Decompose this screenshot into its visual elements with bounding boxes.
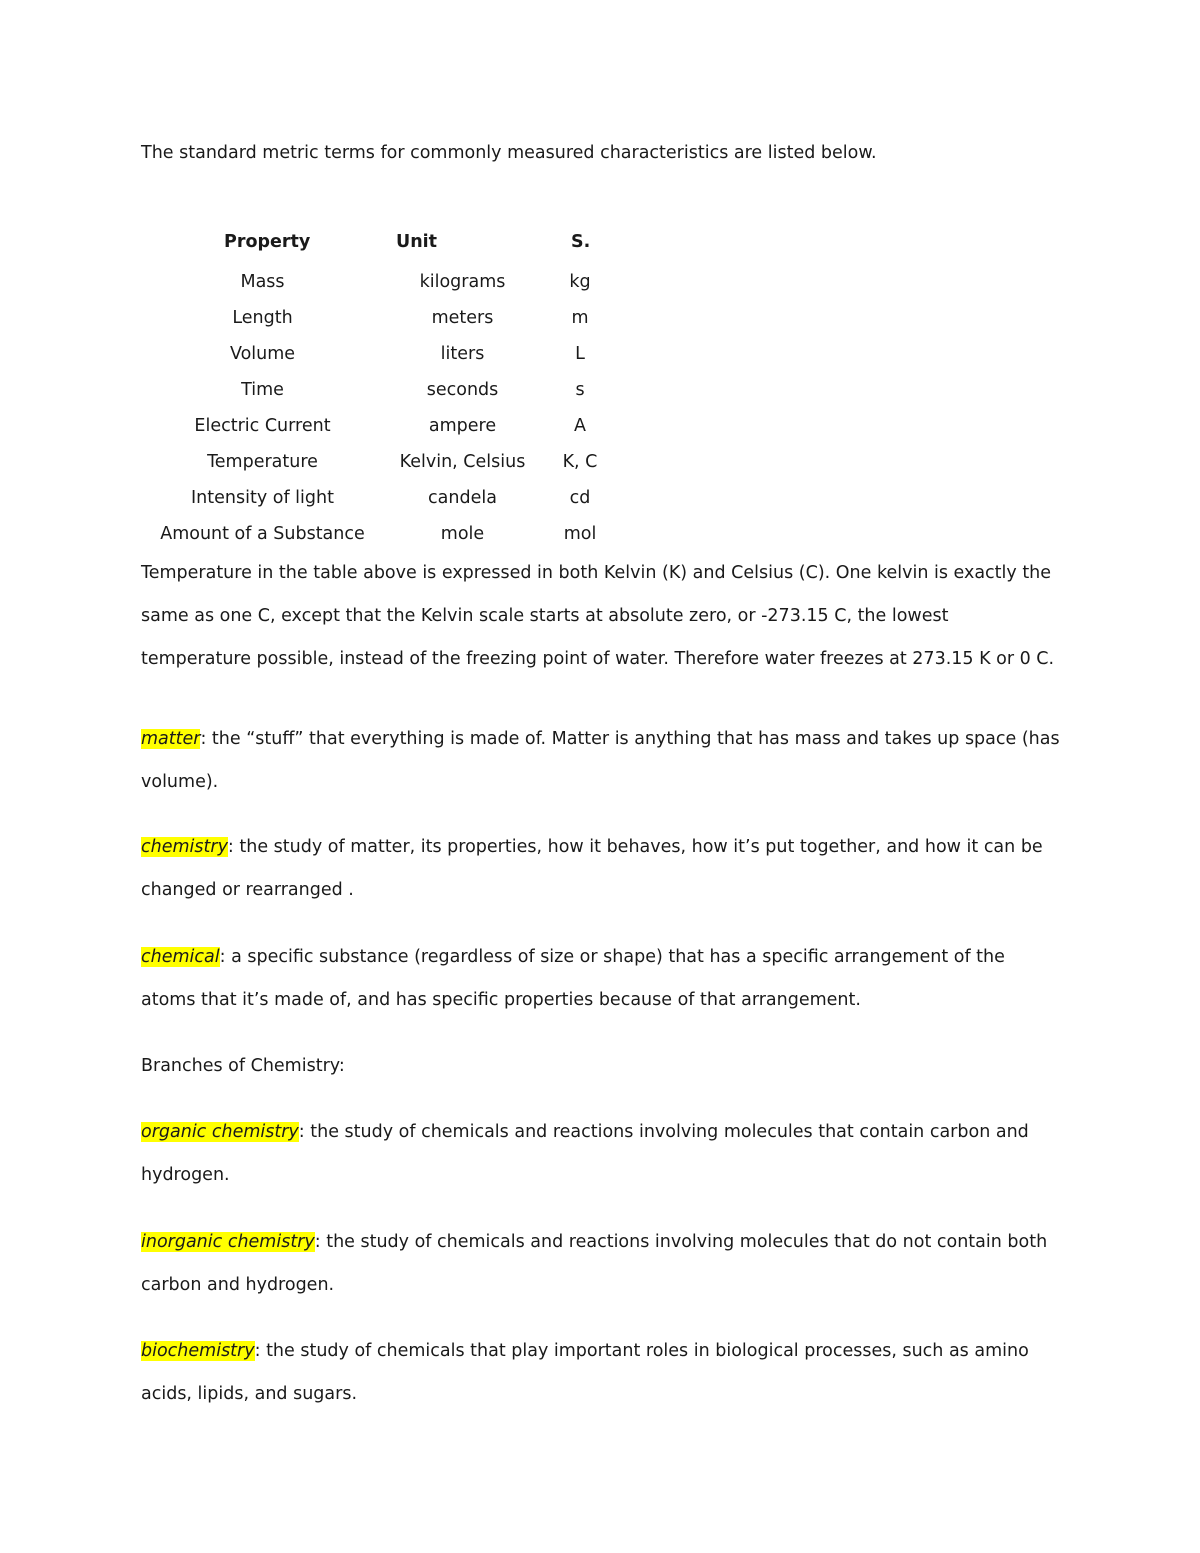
header-property: Property — [224, 232, 311, 252]
intro-paragraph: The standard metric terms for commonly measured characteristics are listed below. — [141, 143, 877, 163]
term-highlight: chemical — [141, 947, 220, 967]
definition-matter — [141, 718, 1061, 804]
definition-text: : the study of chemicals that play important roles in biological processes, such as amino acids, lipids, and sugars. — [141, 1341, 1029, 1404]
cell-unit: meters — [431, 308, 494, 328]
header-symbol: S. — [571, 232, 591, 252]
term-highlight: matter — [141, 729, 201, 749]
metric-units-table — [141, 222, 661, 552]
definition-organic-chemistry — [141, 1111, 1061, 1197]
definition-text: : the “stuff” that everything is made of. Matter is anything that has mass and takes up space (has volume). — [141, 729, 1060, 792]
definition-text: : the study of chemicals and reactions involving molecules that contain carbon and hydrogen. — [141, 1122, 1029, 1185]
cell-unit: Kelvin, Celsius — [399, 452, 526, 472]
table-row — [141, 300, 661, 336]
definition-text: : the study of chemicals and reactions involving molecules that do not contain both carbon and hydrogen. — [141, 1232, 1048, 1295]
header-unit: Unit — [396, 232, 438, 252]
term-highlight: chemistry — [141, 837, 228, 857]
term-highlight: biochemistry — [141, 1341, 255, 1361]
definition-biochemistry — [141, 1330, 1061, 1416]
cell-symbol: L — [575, 344, 585, 364]
table-row — [141, 444, 661, 480]
cell-unit: kilograms — [419, 272, 506, 292]
cell-unit: seconds — [426, 380, 499, 400]
cell-property: Time — [241, 380, 284, 400]
definition-text: : the study of matter, its properties, how it behaves, how it’s put together, and how it can be changed or rearranged . — [141, 837, 1043, 900]
cell-property: Temperature — [207, 452, 318, 472]
definition-chemistry — [141, 826, 1061, 912]
cell-property: Intensity of light — [191, 488, 334, 508]
cell-property: Mass — [240, 272, 285, 292]
table-row — [141, 336, 661, 372]
cell-symbol: K, C — [562, 452, 598, 472]
cell-property: Volume — [229, 344, 296, 364]
definition-inorganic-chemistry — [141, 1221, 1061, 1307]
cell-unit: candela — [428, 488, 497, 508]
table-row — [141, 264, 661, 300]
table-row — [141, 372, 661, 408]
definition-text: : a specific substance (regardless of size or shape) that has a specific arrangement of the atoms that it’s made of, and has specific properties because of that arrangement. — [141, 947, 1005, 1010]
table-row — [141, 516, 661, 552]
branches-heading: Branches of Chemistry: — [141, 1056, 345, 1076]
cell-property: Electric Current — [194, 416, 331, 436]
temperature-paragraph: Temperature in the table above is expressed in both Kelvin (K) and Celsius (C). One kelvin is exactly the same as one C, except that the Kelvin scale starts at absolute zero, or -273.15 C, the lowest temperature possible, instead of the freezing point of water. Therefore water freezes at 273.15 K or 0 C. — [141, 563, 1055, 669]
cell-symbol: A — [574, 416, 586, 436]
cell-symbol: m — [571, 308, 589, 328]
definition-chemical — [141, 936, 1061, 1022]
term-highlight: organic chemistry — [141, 1122, 299, 1142]
cell-symbol: cd — [569, 488, 591, 508]
cell-unit: mole — [440, 524, 485, 544]
table-row — [141, 480, 661, 516]
term-highlight: inorganic chemistry — [141, 1232, 315, 1252]
table-header-row — [141, 222, 661, 264]
cell-unit: ampere — [428, 416, 497, 436]
cell-unit: liters — [440, 344, 485, 364]
cell-property: Amount of a Substance — [160, 524, 365, 544]
cell-symbol: mol — [563, 524, 597, 544]
cell-symbol: s — [575, 380, 585, 400]
table-row — [141, 408, 661, 444]
cell-symbol: kg — [569, 272, 591, 292]
cell-property: Length — [232, 308, 293, 328]
